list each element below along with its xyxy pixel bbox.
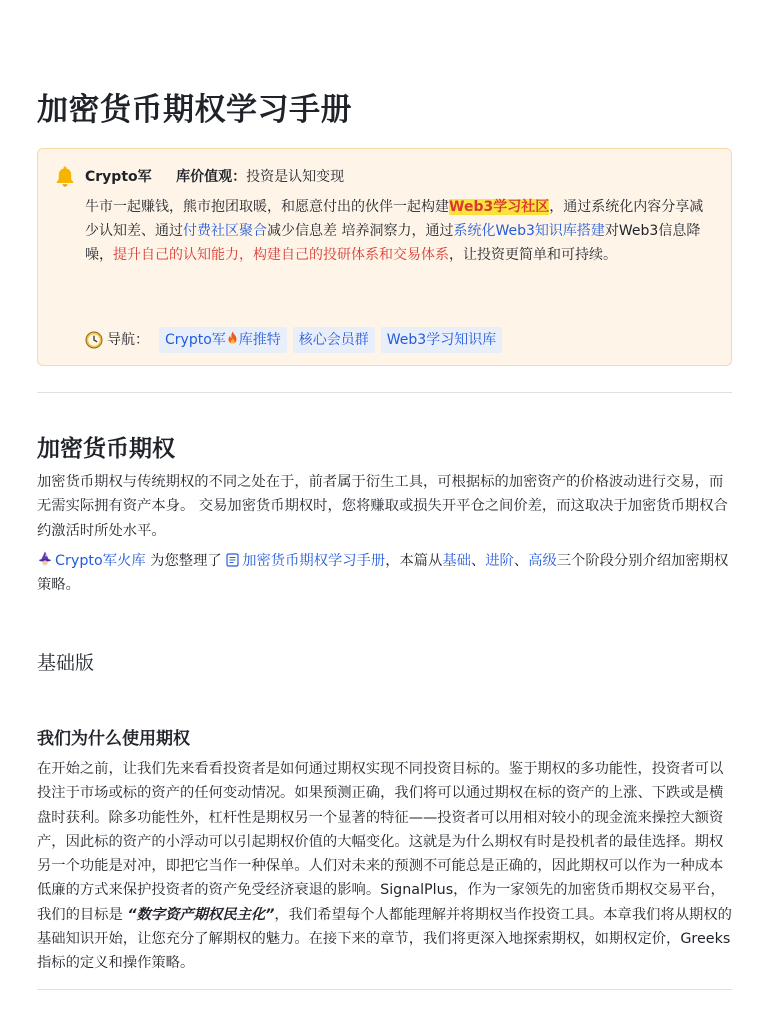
highlight-web3-community: Web3学习社区 xyxy=(449,199,550,215)
chip-text: 库推特 xyxy=(238,332,281,348)
callout-body xyxy=(85,195,717,267)
why-options-heading: 我们为什么使用期权 xyxy=(37,729,190,749)
callout-author: Crypto军 xyxy=(85,169,152,185)
guide-text: 、 xyxy=(470,553,486,569)
why-options-paragraph xyxy=(37,757,732,976)
link-basic[interactable]: 基础 xyxy=(442,553,471,569)
callout-text: ，让投资更简单和可持续。 xyxy=(449,247,617,263)
guide-text: 、 xyxy=(513,553,529,569)
callout-box xyxy=(37,148,732,366)
callout-nav xyxy=(85,327,508,353)
intro-paragraph: 加密货币期权与传统期权的不同之处在于，前者属于衍生工具，可根据标的加密资产的价格波动进行交易，而无需实际拥有资产本身。 交易加密货币期权时，您将赚取或损失开平仓之间价差，而这取决于加密货币期权合约激活时所处水平。 xyxy=(37,474,728,539)
link-options-handbook[interactable] xyxy=(226,553,385,569)
document-icon xyxy=(226,553,239,567)
guide-text: 三个阶段分别介绍加密期权策略。 xyxy=(37,553,729,594)
values-label: 库价值观： xyxy=(176,169,247,185)
guide-paragraph xyxy=(37,549,732,598)
wizard-icon xyxy=(37,551,53,567)
values-text: 投资是认知变现 xyxy=(246,169,345,185)
nav-label: 导航： xyxy=(107,332,149,348)
chip-text: Crypto军 xyxy=(165,332,226,348)
callout-header xyxy=(85,167,344,187)
page-title: 加密货币期权学习手册 xyxy=(37,92,352,128)
callout-text: 牛市一起赚钱，熊市抱团取暖，和愿意付出的伙伴一起构建 xyxy=(85,199,449,215)
callout-text: ，通过系统化内容分享减少认知差、通过 xyxy=(85,199,704,239)
link-crypto-arsenal[interactable]: Crypto军火库 xyxy=(55,553,146,569)
divider xyxy=(37,989,732,990)
section-heading: 加密货币期权 xyxy=(37,436,175,462)
nav-chip-twitter[interactable] xyxy=(159,327,287,353)
body-text: ，我们希望每个人都能理解并将期权当作投资工具。本章我们将从期权的基础知识开始，让您充分了解期权的魅力。在接下来的章节，我们将更深入地探索期权，如期权定价，Greeks指标的定义和操作策略。 xyxy=(37,906,732,972)
link-web3-knowledge-base[interactable]: 系统化Web3知识库搭建 xyxy=(453,223,605,239)
guide-text: 为您整理了 xyxy=(145,553,227,569)
link-text: 加密货币期权学习手册 xyxy=(242,553,386,569)
nav-chip-member-group[interactable]: 核心会员群 xyxy=(293,327,375,353)
emphasis-quote: “数字资产期权民主化” xyxy=(127,906,275,923)
callout-text: 减少信息差 培养洞察力，通过 xyxy=(267,223,454,239)
callout-text: 对Web3信息降噪， xyxy=(85,223,701,263)
divider xyxy=(37,392,732,393)
link-advanced[interactable]: 进阶 xyxy=(485,553,514,569)
guide-text: ，本篇从 xyxy=(385,553,443,569)
link-paid-community[interactable]: 付费社区聚合 xyxy=(183,223,267,239)
bell-icon xyxy=(53,164,77,188)
fire-icon xyxy=(226,331,239,346)
link-senior[interactable]: 高级 xyxy=(528,553,557,569)
clock-icon xyxy=(85,331,103,349)
basic-heading: 基础版 xyxy=(37,652,95,674)
red-emphasis-text: 提升自己的认知能力，构建自己的投研体系和交易体系 xyxy=(113,247,449,263)
nav-chip-knowledge-base[interactable]: Web3学习知识库 xyxy=(381,327,502,353)
body-text: 在开始之前，让我们先来看看投资者是如何通过期权实现不同投资目标的。鉴于期权的多功能性，投资者可以投注于市场或标的资产的任何变动情况。如果预测正确，我们将可以通过期权在标的资产的上涨、下跌或是横盘时获利。除多功能性外，杠杆性是期权另一个显著的特征——投资者可以用相对较小的现金流来操控大额资产，因此标的资产的小浮动可以引起期权价值的大幅变化。这就是为什么期权有时是投机者的最佳选择。期权另一个功能是对冲，即把它当作一种保单。人们对未来的预测不可能总是正确的，因此期权可以作为一种成本低廉的方式来保护投资者的资产免受经济衰退的影响。SignalPlus，作为一家领先的加密货币期权交易平台，我们的目标是 xyxy=(37,761,725,923)
